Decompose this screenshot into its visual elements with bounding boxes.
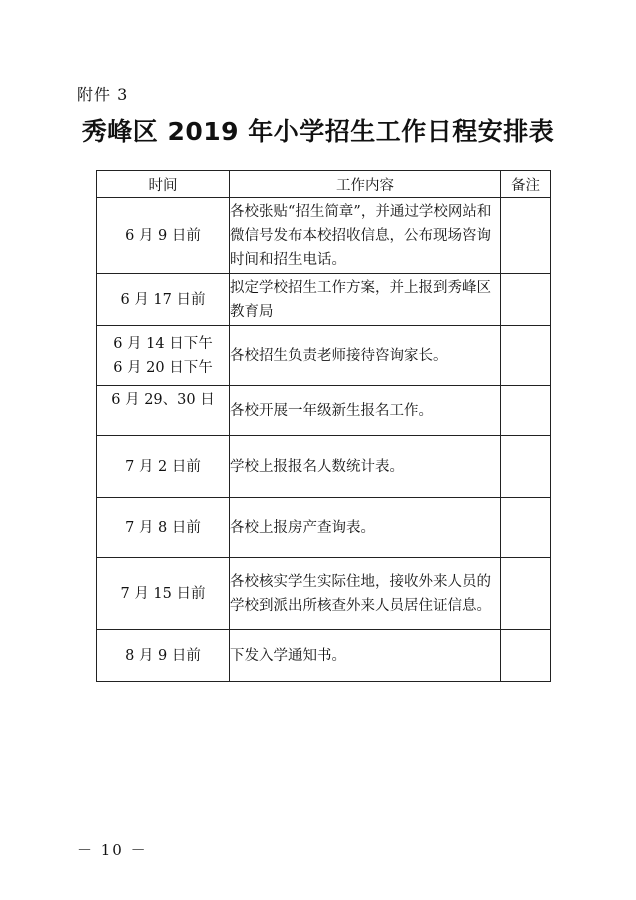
time-text: 7 月 2 日前 xyxy=(125,458,201,475)
attachment-label: 附件 3 xyxy=(77,85,129,104)
schedule-table xyxy=(96,170,551,682)
header-note: 备注 xyxy=(501,171,551,198)
table-row xyxy=(97,326,551,386)
time-text: 7 月 15 日前 xyxy=(120,585,206,602)
content-cell: 下发入学通知书。 xyxy=(230,630,501,682)
time-text: 7 月 8 日前 xyxy=(125,519,201,536)
note-cell xyxy=(501,436,551,498)
header-time: 时间 xyxy=(97,171,230,198)
time-text: 6 月 9 日前 xyxy=(125,227,201,244)
document-title: 秀峰区 2019 年小学招生工作日程安排表 xyxy=(81,117,555,146)
time-cell xyxy=(97,386,230,436)
table-row xyxy=(97,436,551,498)
time-cell xyxy=(97,498,230,558)
header-content: 工作内容 xyxy=(230,171,501,198)
note-cell xyxy=(501,498,551,558)
note-cell xyxy=(501,630,551,682)
content-cell: 各校开展一年级新生报名工作。 xyxy=(230,386,501,436)
table-row xyxy=(97,498,551,558)
table-row xyxy=(97,198,551,274)
content-cell: 各校上报房产查询表。 xyxy=(230,498,501,558)
page-number: － 10 － xyxy=(77,841,148,859)
table-row xyxy=(97,630,551,682)
content-cell: 各校张贴“招生简章”，并通过学校网站和微信号发布本校招收信息，公布现场咨询时间和招生电话。 xyxy=(230,198,501,274)
content-cell: 各校核实学生实际住地，接收外来人员的学校到派出所核查外来人员居住证信息。 xyxy=(230,558,501,630)
note-cell xyxy=(501,558,551,630)
time-text: 6 月 20 日下午 xyxy=(113,359,213,376)
time-cell xyxy=(97,198,230,274)
table-row xyxy=(97,274,551,326)
table-row xyxy=(97,558,551,630)
time-cell xyxy=(97,558,230,630)
time-cell xyxy=(97,436,230,498)
time-cell xyxy=(97,630,230,682)
table-row xyxy=(97,386,551,436)
content-cell: 各校招生负责老师接待咨询家长。 xyxy=(230,326,501,386)
time-cell xyxy=(97,274,230,326)
time-text: 6 月 14 日下午 xyxy=(113,335,213,352)
note-cell xyxy=(501,326,551,386)
table-header-row xyxy=(97,171,551,198)
note-cell xyxy=(501,274,551,326)
note-cell xyxy=(501,198,551,274)
content-cell: 学校上报报名人数统计表。 xyxy=(230,436,501,498)
time-text: 6 月 17 日前 xyxy=(120,291,206,308)
time-cell xyxy=(97,326,230,386)
content-cell: 拟定学校招生工作方案，并上报到秀峰区教育局 xyxy=(230,274,501,326)
time-text: 6 月 29、30 日 xyxy=(111,392,215,408)
time-text: 8 月 9 日前 xyxy=(125,647,201,664)
note-cell xyxy=(501,386,551,436)
